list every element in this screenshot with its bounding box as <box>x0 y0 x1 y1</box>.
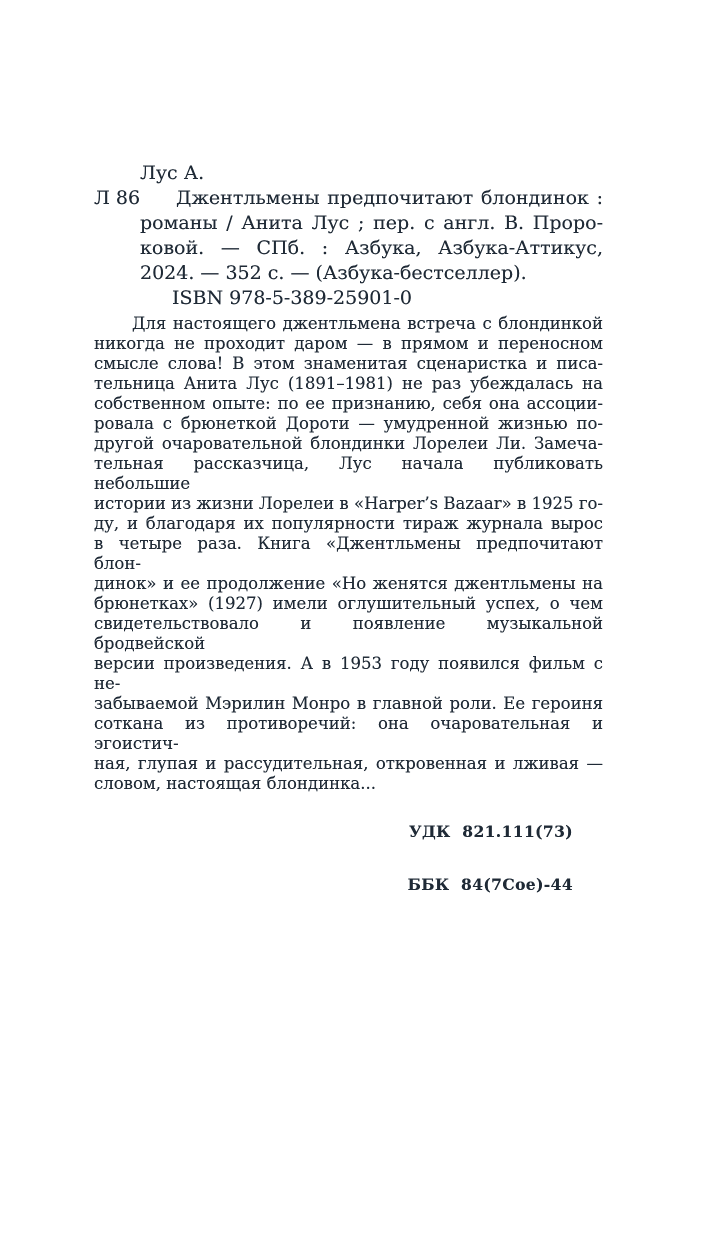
annotation-line: в четыре раза. Книга «Джентльмены предпочитают блон- <box>94 534 603 573</box>
annotation-line: смысле слова! В этом знаменитая сценаристка и писа- <box>94 354 603 373</box>
author-sign: Л 86 <box>94 187 141 209</box>
annotation-line: ная, глупая и рассудительная, откровенная и лживая — <box>94 754 603 773</box>
annotation-line: Для настоящего джентльмена встреча с блондинкой <box>132 314 603 333</box>
annotation-line: забываемой Мэрилин Монро в главной роли. Ее героиня <box>94 694 603 713</box>
classification-codes <box>94 788 603 928</box>
annotation-line: ровала с брюнеткой Дороти — умудренной жизнью по- <box>94 414 603 433</box>
annotation <box>94 314 603 794</box>
annotation-line: ду, и благодаря их популярности тираж журнала вырос <box>94 514 603 533</box>
bibliographic-line: Джентльмены предпочитают блондинок : <box>176 187 603 209</box>
bibliographic-line: романы / Анита Лус ; пер. с англ. В. Проро- <box>140 212 603 234</box>
annotation-line: свидетельствовало и появление музыкальной бродвейской <box>94 614 603 653</box>
annotation-line: брюнетках» (1927) имели оглушительный успех, о чем <box>94 594 603 613</box>
bibliographic-line: 2024. — 352 с. — (Азбука-бестселлер). <box>140 262 527 284</box>
annotation-line: истории из жизни Лорелеи в «Harper’s Bazaar» в 1925 го- <box>94 494 603 513</box>
imprint-content <box>94 161 603 928</box>
annotation-line: собственном опыте: по ее признанию, себя она ассоции- <box>94 394 603 413</box>
udk-code: УДК 821.111(73) <box>409 822 573 841</box>
bbk-code: ББК 84(7Сое)-44 <box>407 874 573 894</box>
bibliographic-line: ковой. — СПб. : Азбука, Азбука-Аттикус, <box>140 237 603 259</box>
annotation-line: тельная рассказчица, Лус начала публиковать небольшие <box>94 454 603 493</box>
annotation-line: словом, настоящая блондинка... <box>94 774 376 793</box>
isbn: ISBN 978-5-389-25901-0 <box>172 287 412 309</box>
annotation-line: динок» и ее продолжение «Но женятся джентльмены на <box>94 574 603 593</box>
annotation-line: соткана из противоречий: она очаровательная и эгоистич- <box>94 714 603 753</box>
annotation-line: другой очаровательной блондинки Лорелеи Ли. Замеча- <box>94 434 603 453</box>
annotation-line: никогда не проходит даром — в прямом и переносном <box>94 334 603 353</box>
author-heading: Лус А. <box>140 162 205 184</box>
annotation-line: тельница Анита Лус (1891–1981) не раз убеждалась на <box>94 374 603 393</box>
bibliographic-record <box>94 161 603 311</box>
annotation-line: версии произведения. А в 1953 году появился фильм с не- <box>94 654 603 693</box>
